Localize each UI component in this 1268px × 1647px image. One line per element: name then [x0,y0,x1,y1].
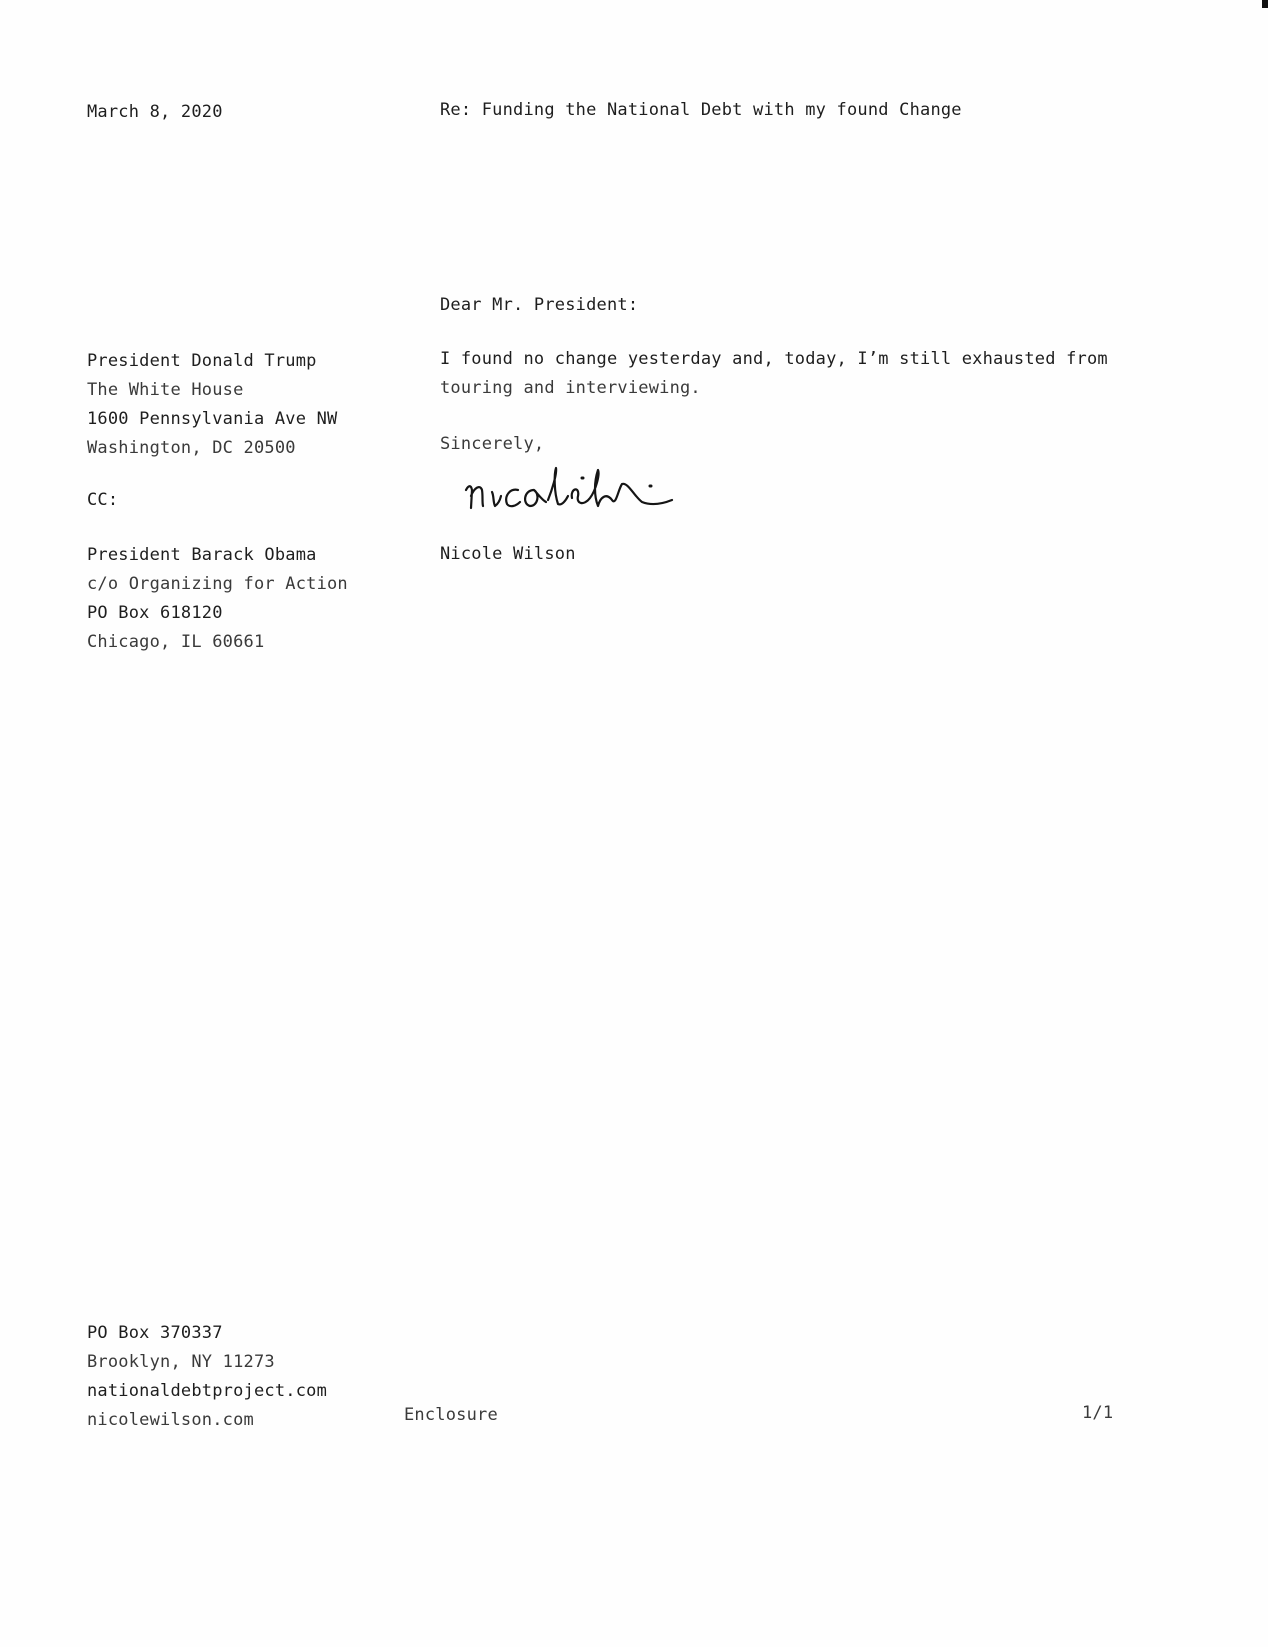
body-line-1: I found no change yesterday and, today, I’m still exhausted from [440,349,1108,369]
footer-contact [87,1319,327,1435]
body-line-2: touring and interviewing. [440,378,701,398]
cc-line-3: PO Box 618120 [87,603,223,623]
letter-date: March 8, 2020 [87,102,223,122]
cc-line-4: Chicago, IL 60661 [87,632,265,652]
letter-body [440,345,1108,403]
signer-name: Nicole Wilson [440,544,576,564]
closing: Sincerely, [440,434,545,454]
cc-address [87,541,348,657]
salutation: Dear Mr. President: [440,295,639,315]
handwritten-signature [462,460,702,526]
recipient-address [87,347,337,463]
footer-website-1: nationaldebtproject.com [87,1381,328,1401]
footer-address-1: PO Box 370337 [87,1323,223,1343]
page-number: 1/1 [1082,1403,1114,1423]
cc-line-2: c/o Organizing for Action [87,574,348,594]
recipient-line-2: The White House [87,380,244,400]
cc-label: CC: [87,490,119,510]
scan-corner-mark [1262,0,1268,8]
letter-subject: Re: Funding the National Debt with my found Change [440,100,962,120]
recipient-line-4: Washington, DC 20500 [87,438,296,458]
recipient-name: President Donald Trump [87,351,317,371]
footer-website-2: nicolewilson.com [87,1410,254,1430]
cc-name: President Barack Obama [87,545,317,565]
recipient-line-3: 1600 Pennsylvania Ave NW [87,409,338,429]
enclosure-note: Enclosure [404,1405,498,1425]
footer-address-2: Brooklyn, NY 11273 [87,1352,275,1372]
